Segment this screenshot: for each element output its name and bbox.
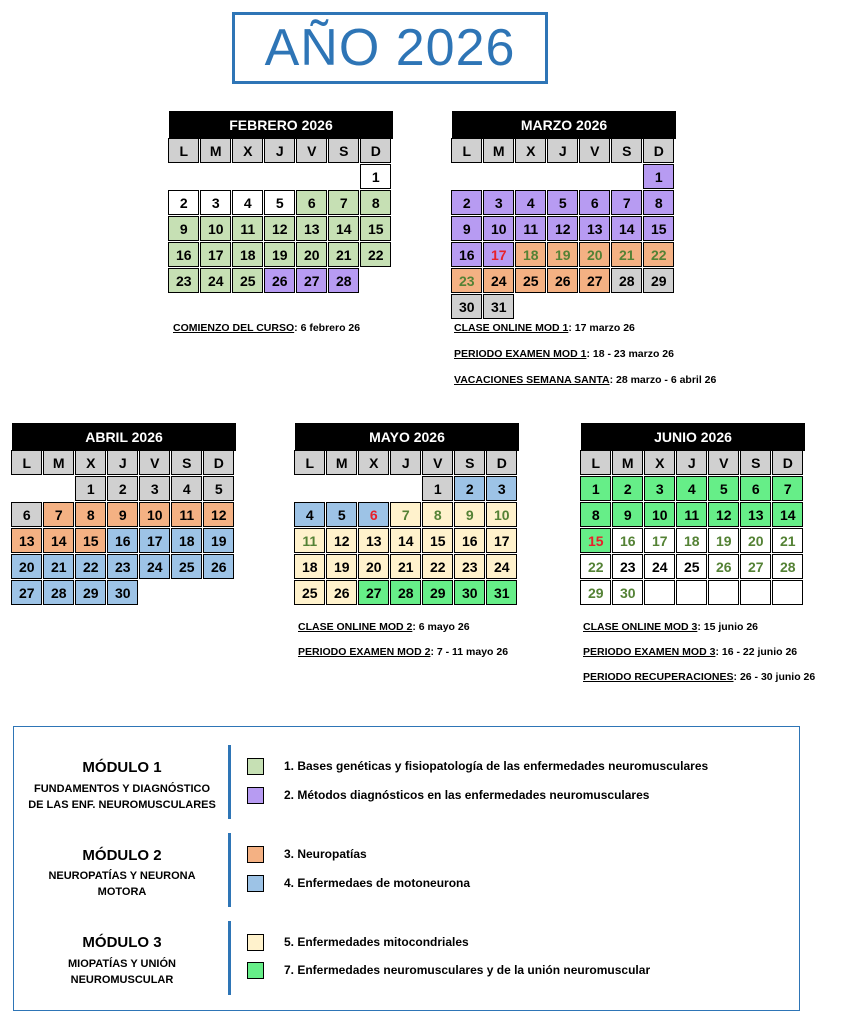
calendar-day: 13 [358,528,389,553]
calendar-day: 2 [168,190,199,215]
calendar-day: 11 [232,216,263,241]
note-label: VACACIONES SEMANA SANTA [454,374,610,386]
calendar-day: 29 [75,580,106,605]
calendar-day [676,580,707,605]
calendar-day: 11 [515,216,546,241]
calendar-day: 12 [547,216,578,241]
calendar-day [644,580,675,605]
calendar-day: 16 [612,528,643,553]
module-1-title: MÓDULO 1 [82,759,162,776]
calendar-day: 4 [294,502,325,527]
calendar-day: 5 [547,190,578,215]
calendar-day: 18 [294,554,325,579]
calendar-day: 23 [451,268,482,293]
module-3-title: MÓDULO 3 [82,934,162,951]
calendar-day: 20 [11,554,42,579]
module-3-subtitle-line2: NEUROMUSCULAR [70,974,174,986]
calendar-day: 17 [200,242,231,267]
calendar-day: 17 [483,242,514,267]
calendar-day: 30 [107,580,138,605]
calendar-day: 29 [422,580,453,605]
weekday-header: S [328,138,359,163]
calendar-day: 13 [11,528,42,553]
weekday-header: V [296,138,327,163]
weekday-header: X [358,450,389,475]
calendar-day: 2 [451,190,482,215]
calendar-day: 2 [107,476,138,501]
calendar-day: 22 [360,242,391,267]
calendar-day: 13 [579,216,610,241]
calendar-day: 15 [580,528,611,553]
note-value: : 18 - 23 marzo 26 [586,348,674,360]
calendar-title: MAYO 2026 [295,423,519,451]
calendar-day: 17 [486,528,517,553]
weekday-header: X [644,450,675,475]
calendar-day: 16 [168,242,199,267]
note-value: : 7 - 11 mayo 26 [430,646,509,658]
calendar-day [772,580,803,605]
calendar-day: 9 [454,502,485,527]
legend-box [13,726,800,1011]
calendar-day: 19 [326,554,357,579]
weekday-header: J [107,450,138,475]
calendar-day: 7 [611,190,642,215]
calendar-day: 8 [75,502,106,527]
weekday-header: V [708,450,739,475]
weekday-header: D [360,138,391,163]
weekday-header: S [171,450,202,475]
calendar-day: 22 [643,242,674,267]
weekday-header: V [422,450,453,475]
calendar-day: 25 [232,268,263,293]
legend-item-7: 7. Enfermedades neuromusculares y de la unión neuromuscular [284,963,651,977]
calendar-day: 1 [422,476,453,501]
note-label: CLASE ONLINE MOD 3 [583,621,698,633]
calendar-day: 11 [171,502,202,527]
calendar-day: 6 [296,190,327,215]
calendar-title: JUNIO 2026 [581,423,805,451]
calendar-june [581,423,805,613]
calendar-day: 1 [360,164,391,189]
page-title: AÑO 2026 [264,19,516,77]
calendar-day: 2 [612,476,643,501]
note-value: : 28 marzo - 6 abril 26 [609,374,717,386]
calendar-day: 24 [644,554,675,579]
weekday-header: M [483,138,514,163]
calendar-day: 12 [326,528,357,553]
module-2-subtitle-line1: NEUROPATÍAS Y NEURONA [48,870,196,882]
module-2-divider [228,833,231,907]
calendar-day: 26 [264,268,295,293]
calendar-day: 9 [451,216,482,241]
calendar-day: 25 [515,268,546,293]
note-value: : 17 marzo 26 [568,322,635,334]
calendar-day: 6 [740,476,771,501]
calendar-day: 21 [390,554,421,579]
calendar-day: 5 [708,476,739,501]
calendar-day: 6 [11,502,42,527]
calendar-day: 18 [171,528,202,553]
note-online-class-mod3 [583,621,758,633]
calendar-day: 23 [612,554,643,579]
calendar-day: 6 [358,502,389,527]
weekday-header: V [139,450,170,475]
calendar-day: 26 [203,554,234,579]
calendar-day: 2 [454,476,485,501]
weekday-header: X [75,450,106,475]
module-3-subtitle-line1: MIOPATÍAS Y UNIÓN [68,958,176,970]
calendar-day: 12 [708,502,739,527]
calendar-day: 26 [326,580,357,605]
calendar-title: FEBRERO 2026 [169,111,393,139]
calendar-day: 1 [643,164,674,189]
calendar-day: 15 [643,216,674,241]
calendar-day: 28 [43,580,74,605]
weekday-header: D [643,138,674,163]
calendar-day: 1 [580,476,611,501]
weekday-header: X [515,138,546,163]
calendar-day: 23 [168,268,199,293]
calendar-day: 8 [580,502,611,527]
calendar-day: 10 [139,502,170,527]
calendar-day: 5 [264,190,295,215]
calendar-day: 8 [643,190,674,215]
weekday-header: S [454,450,485,475]
calendar-day: 11 [676,502,707,527]
calendar-day: 30 [451,294,482,319]
weekday-header: J [676,450,707,475]
calendar-day: 24 [200,268,231,293]
calendar-day: 17 [644,528,675,553]
calendar-day: 14 [611,216,642,241]
calendar-day: 6 [579,190,610,215]
note-recovery-period [583,671,815,683]
calendar-day: 29 [643,268,674,293]
calendar-day: 15 [360,216,391,241]
calendar-april [12,423,236,613]
legend-swatch-mint [247,962,264,979]
weekday-header: D [486,450,517,475]
calendar-day: 19 [264,242,295,267]
legend-swatch-blue [247,875,264,892]
calendar-day: 3 [139,476,170,501]
calendar-day: 28 [328,268,359,293]
calendar-day: 9 [168,216,199,241]
weekday-header: J [547,138,578,163]
weekday-header: S [740,450,771,475]
calendar-day: 12 [203,502,234,527]
note-label: PERIODO EXAMEN MOD 2 [298,646,431,658]
calendar-day: 16 [451,242,482,267]
module-2-subtitle-line2: MOTORA [97,886,147,898]
weekday-header: L [580,450,611,475]
calendar-day: 14 [390,528,421,553]
note-value: : 15 junio 26 [697,621,759,633]
note-online-class-mod2 [298,621,470,633]
calendar-day: 10 [486,502,517,527]
calendar-day: 21 [772,528,803,553]
weekday-header: L [11,450,42,475]
calendar-day: 30 [612,580,643,605]
calendar-day: 16 [454,528,485,553]
weekday-header: V [579,138,610,163]
calendar-day: 5 [203,476,234,501]
note-label: PERIODO EXAMEN MOD 3 [583,646,716,658]
calendar-day: 4 [171,476,202,501]
calendar-day: 19 [708,528,739,553]
calendar-day: 8 [422,502,453,527]
calendar-day: 3 [486,476,517,501]
weekday-header: J [264,138,295,163]
calendar-day: 14 [43,528,74,553]
calendar-day [740,580,771,605]
calendar-day [708,580,739,605]
weekday-header: M [43,450,74,475]
weekday-header: M [326,450,357,475]
weekday-header: M [612,450,643,475]
calendar-day: 27 [358,580,389,605]
page-title-box [232,12,548,84]
legend-item-4: 4. Enfermedaes de motoneurona [284,876,471,890]
weekday-header: L [294,450,325,475]
calendar-day: 21 [43,554,74,579]
legend-swatch-yellow [247,934,264,951]
calendar-day: 21 [328,242,359,267]
calendar-day: 12 [264,216,295,241]
note-value: : 6 mayo 26 [412,621,470,633]
note-label: PERIODO EXAMEN MOD 1 [454,348,587,360]
calendar-day: 23 [107,554,138,579]
calendar-day: 20 [296,242,327,267]
calendar-day: 7 [390,502,421,527]
note-label: CLASE ONLINE MOD 1 [454,322,569,334]
calendar-day: 28 [611,268,642,293]
calendar-title: ABRIL 2026 [12,423,236,451]
weekday-header: L [168,138,199,163]
calendar-day: 17 [139,528,170,553]
legend-item-3: 3. Neuropatías [284,847,367,861]
calendar-day: 25 [294,580,325,605]
weekday-header: S [611,138,642,163]
calendar-day: 26 [547,268,578,293]
calendar-day: 22 [422,554,453,579]
module-3-divider [228,921,231,995]
calendar-day: 27 [296,268,327,293]
calendar-february [169,111,393,301]
note-value: : 26 - 30 junio 26 [733,671,816,683]
calendar-day: 27 [579,268,610,293]
calendar-day: 19 [547,242,578,267]
calendar-day: 18 [515,242,546,267]
calendar-day: 18 [232,242,263,267]
calendar-day: 26 [708,554,739,579]
weekday-header: D [772,450,803,475]
legend-swatch-green [247,758,264,775]
calendar-day: 31 [486,580,517,605]
calendar-day: 10 [483,216,514,241]
calendar-day: 25 [171,554,202,579]
calendar-day: 10 [644,502,675,527]
note-label: CLASE ONLINE MOD 2 [298,621,413,633]
calendar-day: 19 [203,528,234,553]
note-online-class-mod1 [454,322,635,334]
legend-item-5: 5. Enfermedades mitocondriales [284,935,469,949]
legend-swatch-purple [247,787,264,804]
legend-item-1: 1. Bases genéticas y fisiopatología de las enfermedades neuromusculares [284,759,709,773]
calendar-may [295,423,519,613]
calendar-day: 31 [483,294,514,319]
note-exam-mod2 [298,646,508,658]
calendar-day: 25 [676,554,707,579]
calendar-day: 20 [358,554,389,579]
calendar-day: 7 [772,476,803,501]
note-value: : 16 - 22 junio 26 [715,646,798,658]
calendar-day: 7 [43,502,74,527]
weekday-header: X [232,138,263,163]
calendar-day: 4 [232,190,263,215]
calendar-day: 11 [294,528,325,553]
calendar-day: 15 [422,528,453,553]
calendar-day: 4 [676,476,707,501]
calendar-day: 15 [75,528,106,553]
calendar-day: 13 [296,216,327,241]
note-label: COMIENZO DEL CURSO [173,322,295,334]
calendar-day: 3 [200,190,231,215]
weekday-header: M [200,138,231,163]
calendar-day: 3 [644,476,675,501]
note-course-start [173,322,360,334]
calendar-day: 5 [326,502,357,527]
calendar-day: 4 [515,190,546,215]
module-1-subtitle-line2: DE LAS ENF. NEUROMUSCULARES [28,799,216,811]
weekday-header: L [451,138,482,163]
note-exam-mod3 [583,646,797,658]
legend-item-2: 2. Métodos diagnósticos en las enfermedades neuromusculares [284,788,650,802]
legend-swatch-orange [247,846,264,863]
calendar-day: 21 [611,242,642,267]
calendar-march [452,111,676,326]
calendar-day: 20 [740,528,771,553]
calendar-day: 9 [612,502,643,527]
module-1-subtitle-line1: FUNDAMENTOS Y DIAGNÓSTICO [33,783,211,795]
note-label: PERIODO RECUPERACIONES [583,671,734,683]
calendar-day: 7 [328,190,359,215]
calendar-day: 14 [772,502,803,527]
calendar-day: 18 [676,528,707,553]
calendar-day: 14 [328,216,359,241]
calendar-day: 30 [454,580,485,605]
calendar-day: 27 [740,554,771,579]
calendar-day: 3 [483,190,514,215]
calendar-day: 28 [390,580,421,605]
calendar-day: 8 [360,190,391,215]
calendar-day: 24 [483,268,514,293]
calendar-day: 24 [139,554,170,579]
calendar-day: 22 [75,554,106,579]
calendar-title: MARZO 2026 [452,111,676,139]
module-1-divider [228,745,231,819]
module-2-title: MÓDULO 2 [82,847,162,864]
calendar-day: 27 [11,580,42,605]
calendar-day: 10 [200,216,231,241]
calendar-day: 28 [772,554,803,579]
calendar-day: 22 [580,554,611,579]
calendar-day: 23 [454,554,485,579]
note-value: : 6 febrero 26 [294,322,361,334]
weekday-header: D [203,450,234,475]
calendar-day: 24 [486,554,517,579]
note-holidays [454,374,716,386]
calendar-day: 29 [580,580,611,605]
calendar-day: 9 [107,502,138,527]
calendar-day: 13 [740,502,771,527]
calendar-day: 20 [579,242,610,267]
weekday-header: J [390,450,421,475]
calendar-day: 16 [107,528,138,553]
note-exam-mod1 [454,348,674,360]
calendar-day: 1 [75,476,106,501]
